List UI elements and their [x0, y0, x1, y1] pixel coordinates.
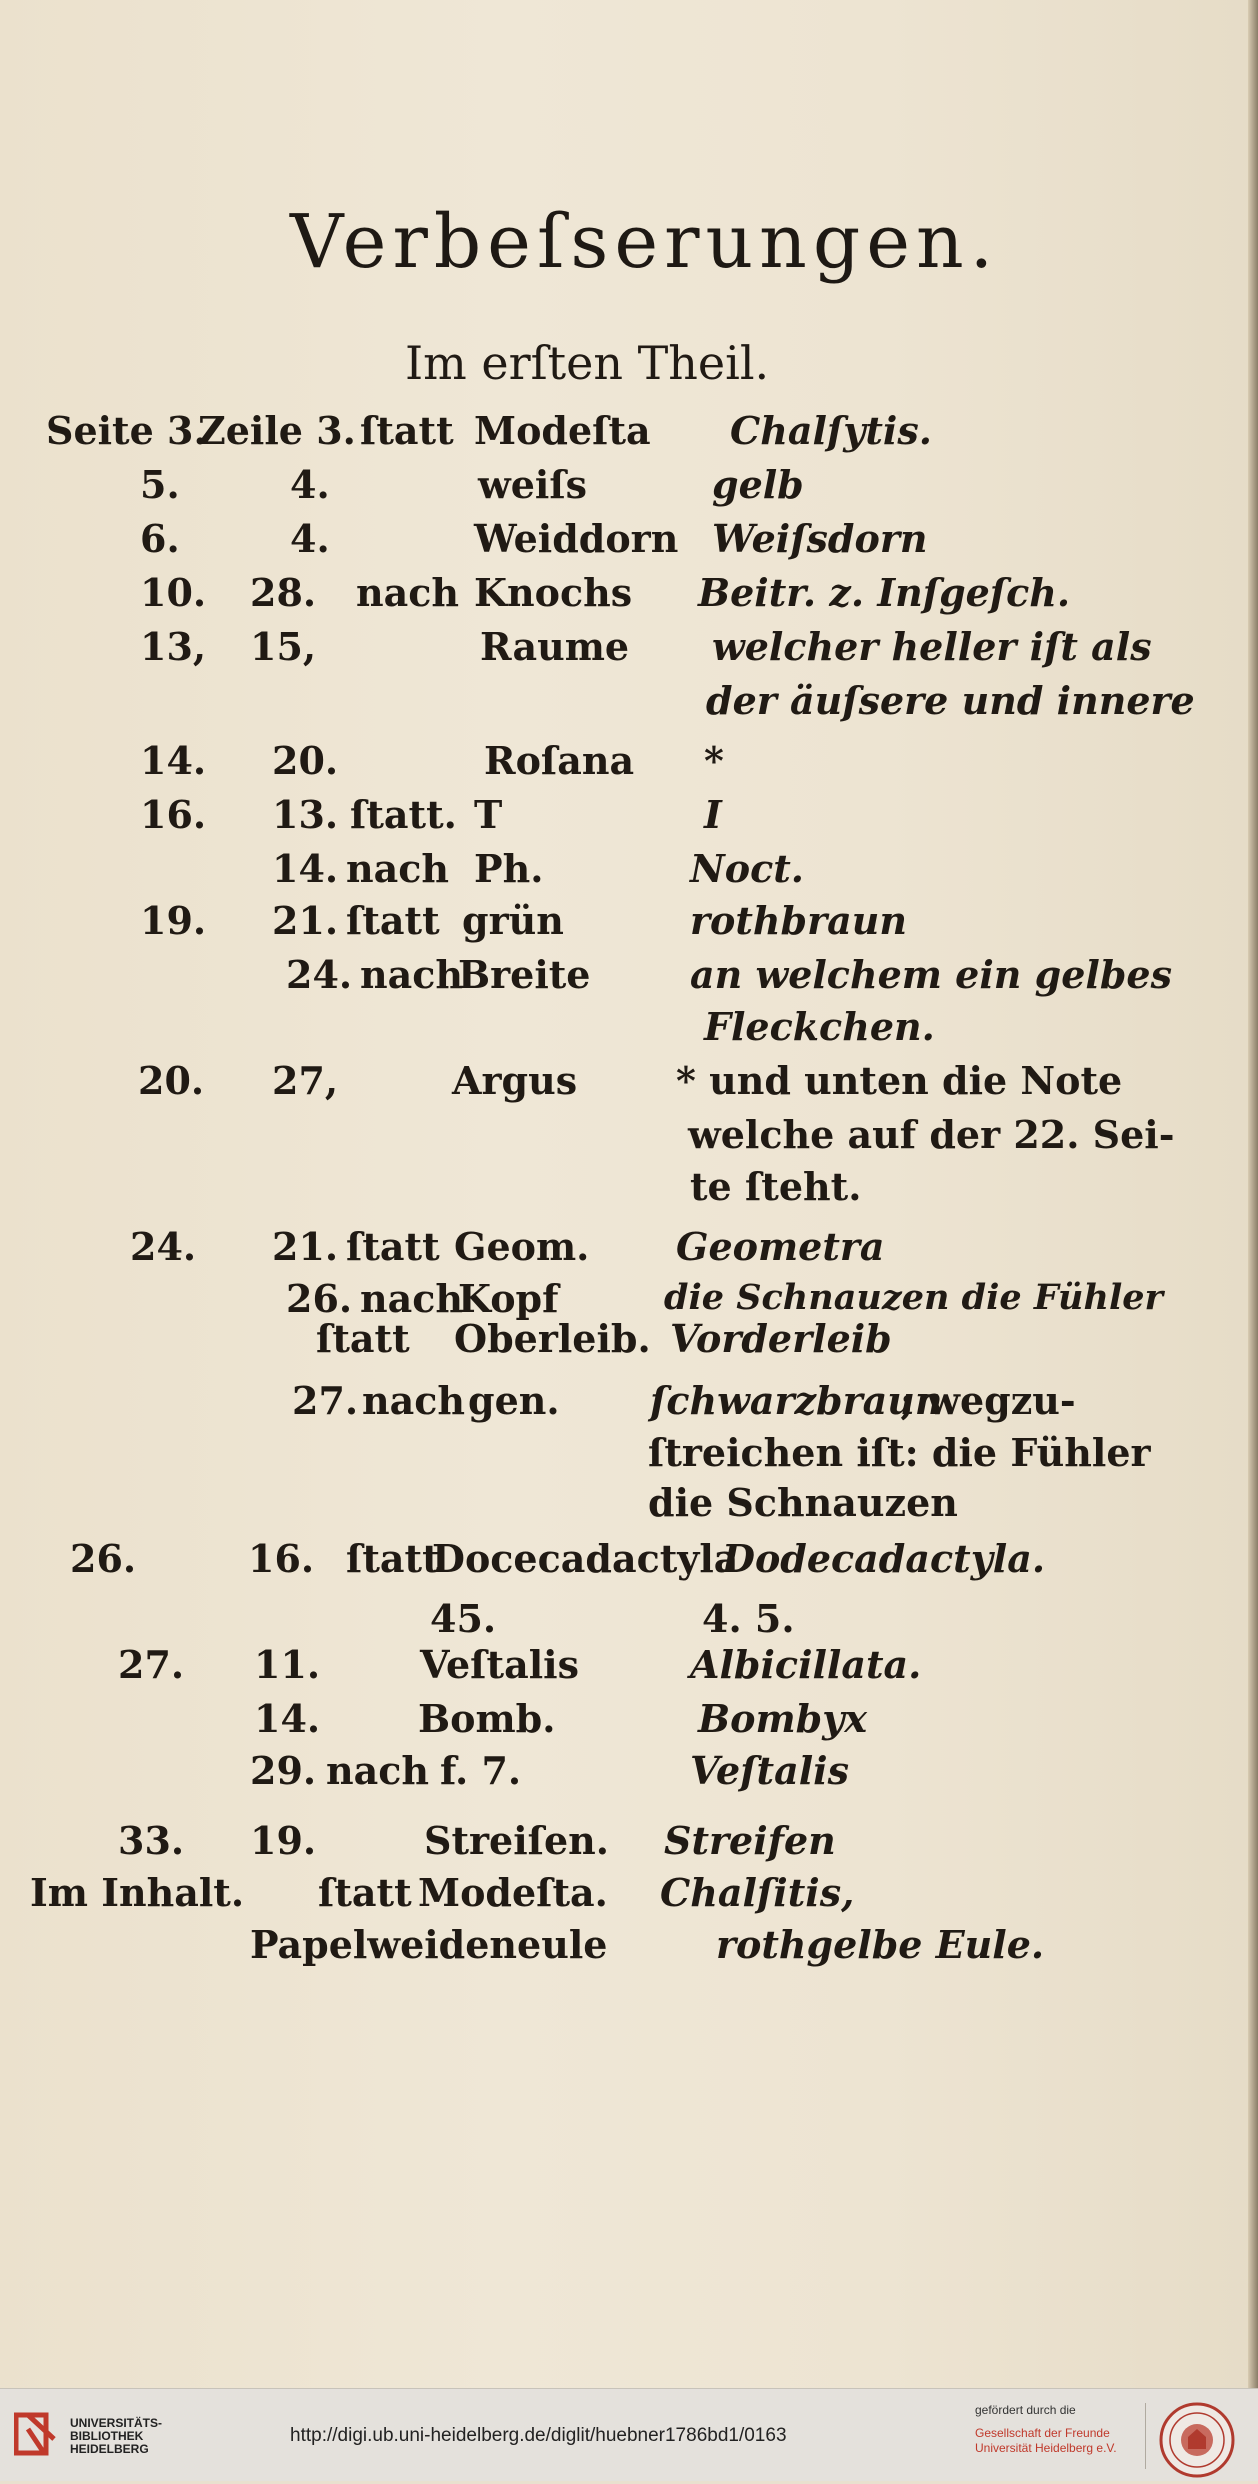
page-edge	[1248, 0, 1258, 2388]
korr-2: gelb	[712, 462, 804, 507]
wort-6: Roſana	[484, 738, 635, 783]
page-subtitle: Im erſten Theil.	[405, 336, 770, 390]
seite-2: 5.	[140, 462, 180, 507]
vor-15: nach	[362, 1378, 466, 1423]
zeile-3: 4.	[290, 516, 330, 561]
wort-18: Veſtalis	[420, 1642, 579, 1687]
funder-name-line1: Gesellschaft der Freunde	[975, 2426, 1110, 2440]
zeile-4: 28.	[250, 570, 317, 615]
vor-10: nach	[360, 952, 464, 997]
zeile-18: 11.	[254, 1642, 321, 1687]
wort-16: Docecadactyla	[432, 1536, 739, 1581]
seite-1: Seite 3.	[46, 408, 207, 453]
korr-11: * und unten die Note	[676, 1058, 1123, 1103]
korr-10b: Fleckchen.	[704, 1004, 935, 1049]
korr-15b: ſtreichen iſt: die Fühler	[648, 1430, 1151, 1475]
zeile-8: 14.	[272, 846, 339, 891]
wort-5: Raume	[480, 624, 630, 669]
korr-1: Chalſytis.	[730, 408, 932, 453]
funder-credit	[975, 2403, 1145, 2456]
zeile-19: 14.	[254, 1696, 321, 1741]
seite-21: 33.	[118, 1818, 185, 1863]
vor-7: ſtatt.	[350, 792, 457, 837]
korr-8: Noct.	[690, 846, 804, 891]
korr-15: ſchwarzbraun	[650, 1378, 943, 1423]
wort-19: Bomb.	[418, 1696, 556, 1741]
zeile-6: 20.	[272, 738, 339, 783]
wort-13: Kopf	[458, 1276, 559, 1321]
wort-21: Streiſen.	[424, 1818, 610, 1863]
wort-8: Ph.	[474, 846, 544, 891]
zeile-11: 27,	[272, 1058, 339, 1103]
korr-12: Geometra	[676, 1224, 885, 1269]
library-name: UNIVERSITÄTS- BIBLIOTHEK HEIDELBERG	[70, 2416, 163, 2456]
wort-23: Papelweideneule	[250, 1922, 608, 1967]
footer-divider	[1145, 2403, 1146, 2469]
page-title: Verbeſserungen.	[290, 199, 1000, 285]
korr-15-tail: ; wegzu-	[900, 1378, 1076, 1423]
korr-17: 4. 5.	[702, 1596, 795, 1641]
wort-11: Argus	[452, 1058, 578, 1103]
korr-9: rothbraun	[690, 898, 908, 943]
korr-7: I	[704, 792, 722, 837]
korr-3: Weiſsdorn	[712, 516, 928, 561]
seite-6: 14.	[140, 738, 207, 783]
korr-11b: welche auf der 22. Sei-	[688, 1112, 1175, 1157]
seite-9: 19.	[140, 898, 207, 943]
vor-4: nach	[356, 570, 460, 615]
vor-1: ſtatt	[360, 408, 454, 453]
korr-11c: te ſteht.	[690, 1164, 862, 1209]
wort-10: Breite	[458, 952, 591, 997]
funded-by-label: gefördert durch die	[975, 2403, 1076, 2417]
vor-16: ſtatt	[346, 1536, 440, 1581]
vor-20: nach	[326, 1748, 430, 1793]
korr-5b: der äuſsere und innere	[706, 678, 1195, 723]
wort-7: T	[474, 792, 503, 837]
zeile-12: 21.	[272, 1224, 339, 1269]
seite-11: 20.	[138, 1058, 205, 1103]
korr-15c: die Schnauzen	[648, 1480, 958, 1525]
wort-15: gen.	[468, 1378, 560, 1423]
vor-14: ſtatt	[316, 1316, 410, 1361]
ub-heidelberg-logo-icon	[14, 2409, 64, 2459]
wort-14: Oberleib.	[454, 1316, 651, 1361]
korr-10: an welchem ein gelbes	[690, 952, 1172, 997]
korr-19: Bombyx	[698, 1696, 867, 1741]
wort-17: 45.	[430, 1596, 497, 1641]
wort-9: grün	[462, 898, 564, 943]
zeile-5: 15,	[250, 624, 317, 669]
zeile-20: 29.	[250, 1748, 317, 1793]
vor-12: ſtatt	[346, 1224, 440, 1269]
wort-1: Modeſta	[474, 408, 651, 453]
vor-8: nach	[346, 846, 450, 891]
zeile-2: 4.	[290, 462, 330, 507]
seite-3: 6.	[140, 516, 180, 561]
zeile-10: 24.	[286, 952, 353, 997]
university-seal-icon	[1158, 2401, 1236, 2479]
zeile-15: 27.	[292, 1378, 359, 1423]
vor-22: ſtatt	[318, 1870, 412, 1915]
viewer-footer	[0, 2388, 1258, 2481]
seite-7: 16.	[140, 792, 207, 837]
korr-20: Veſtalis	[690, 1748, 849, 1793]
zeile-1: Zeile 3.	[198, 408, 356, 453]
korr-4: Beitr. z. Inſgeſch.	[698, 570, 1071, 615]
vor-9: ſtatt	[346, 898, 440, 943]
korr-21: Streifen	[664, 1818, 836, 1863]
seite-12: 24.	[130, 1224, 197, 1269]
korr-23: rothgelbe Eule.	[716, 1922, 1045, 1967]
wort-22: Modeſta.	[418, 1870, 608, 1915]
seite-22: Im Inhalt.	[30, 1870, 245, 1915]
zeile-9: 21.	[272, 898, 339, 943]
zeile-21: 19.	[250, 1818, 317, 1863]
wort-20: f. 7.	[440, 1748, 522, 1793]
korr-13: die Schnauzen die Fühler	[664, 1277, 1163, 1318]
wort-3: Weiddorn	[474, 516, 679, 561]
wort-2: weiſs	[478, 462, 588, 507]
seite-5: 13,	[140, 624, 207, 669]
korr-6: *	[704, 738, 724, 783]
korr-16: Dodecadactyla.	[722, 1536, 1046, 1581]
korr-5: welcher heller iſt als	[712, 624, 1152, 669]
permalink-url[interactable]: http://digi.ub.uni-heidelberg.de/diglit/huebner1786bd1/0163	[290, 2425, 787, 2446]
wort-12: Geom.	[454, 1224, 590, 1269]
zeile-13: 26.	[286, 1276, 353, 1321]
zeile-7: 13.	[272, 792, 339, 837]
korr-14: Vorderleib	[670, 1316, 892, 1361]
korr-18: Albicillata.	[690, 1642, 922, 1687]
vor-13: nach	[360, 1276, 464, 1321]
zeile-16: 16.	[248, 1536, 315, 1581]
seite-16: 26.	[70, 1536, 137, 1581]
funder-name-line2: Universität Heidelberg e.V.	[975, 2441, 1117, 2455]
korr-22: Chalſitis,	[660, 1870, 855, 1915]
wort-4: Knochs	[474, 570, 633, 615]
seite-4: 10.	[140, 570, 207, 615]
seite-18: 27.	[118, 1642, 185, 1687]
